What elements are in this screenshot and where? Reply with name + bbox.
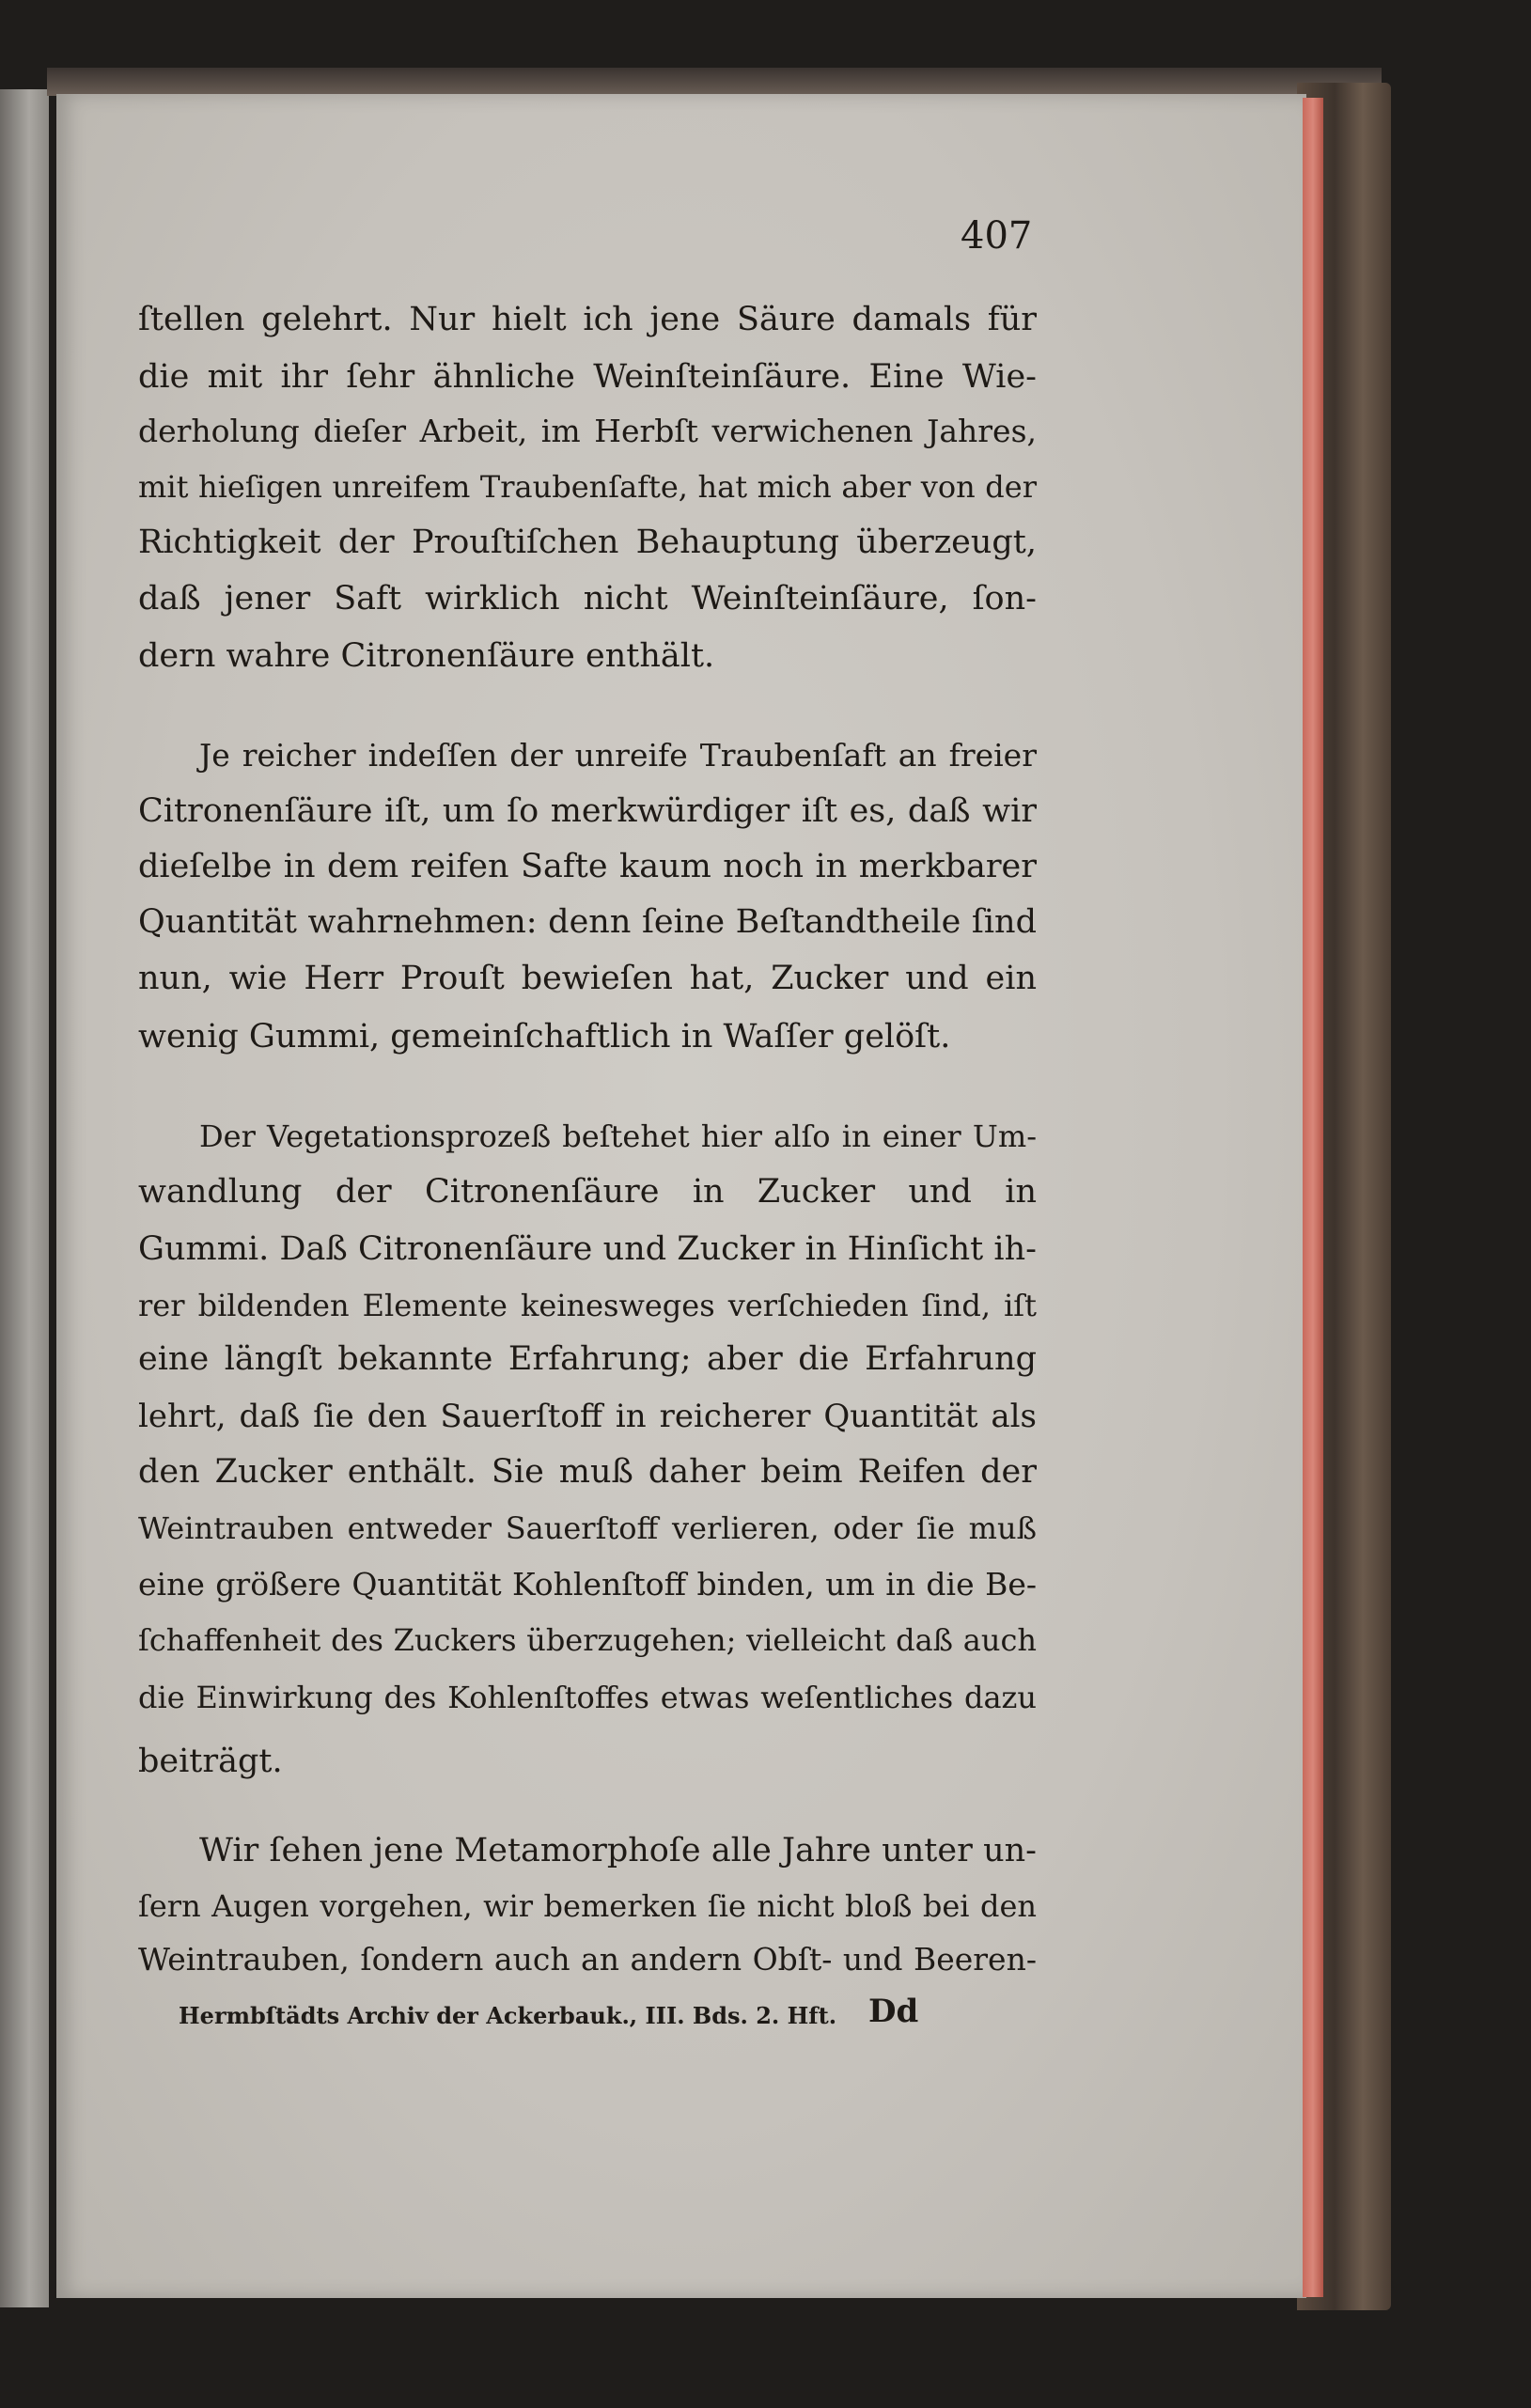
text-line: ſern Augen vorgehen, wir bemerken ſie nicht bloß bei den bbox=[138, 1888, 1037, 1924]
text-line: Wir ſehen jene Metamorphoſe alle Jahre unter un- bbox=[199, 1832, 1037, 1869]
text-line: dieſelbe in dem reifen Safte kaum noch in merkbarer bbox=[138, 848, 1037, 885]
text-line: die mit ihr ſehr ähnliche Weinſteinſäure. Eine Wie- bbox=[138, 358, 1037, 396]
printer-signature-mark: Dd bbox=[868, 1993, 919, 2030]
text-line: dern wahre Citronenſäure enthält. bbox=[138, 637, 715, 675]
text-line: Richtigkeit der Prouſtiſchen Behauptung überzeugt, bbox=[138, 524, 1037, 561]
text-line: beiträgt. bbox=[138, 1743, 283, 1780]
red-page-edges bbox=[1303, 98, 1323, 2297]
text-line: Gummi. Daß Citronenſäure und Zucker in Hinſicht ih- bbox=[138, 1230, 1037, 1268]
text-line: wenig Gummi, gemeinſchaftlich in Waſſer gelöſt. bbox=[138, 1018, 951, 1055]
text-line: mit hieſigen unreifem Traubenſafte, hat mich aber von der bbox=[138, 469, 1037, 505]
text-line: eine längſt bekannte Erfahrung; aber die Erfahrung bbox=[138, 1340, 1037, 1378]
text-line: ſtellen gelehrt. Nur hielt ich jene Säure damals für bbox=[138, 301, 1037, 338]
text-line: lehrt, daß ſie den Sauerſtoff in reicherer Quantität als bbox=[138, 1398, 1037, 1435]
text-line: Weintrauben entweder Sauerſtoff verlieren, oder ſie muß bbox=[138, 1510, 1037, 1546]
text-line: nun, wie Herr Prouſt bewieſen hat, Zucker und ein bbox=[138, 960, 1037, 997]
text-line: daß jener Saft wirklich nicht Weinſteinſäure, ſon- bbox=[138, 580, 1037, 618]
text-line: rer bildenden Elemente keinesweges verſchieden ſind, iſt bbox=[138, 1288, 1037, 1323]
page-number: 407 bbox=[961, 214, 1033, 258]
text-line: Je reicher indeſſen der unreife Traubenſaft an freier bbox=[199, 737, 1037, 774]
text-line: Citronenſäure iſt, um ſo merkwürdiger iſt es, daß wir bbox=[138, 792, 1037, 830]
text-line: die Einwirkung des Kohlenſtoffes etwas weſentliches dazu bbox=[138, 1680, 1037, 1715]
footer-signature-line: Hermbſtädts Archiv der Ackerbauk., III. Bds. 2. Hft. bbox=[179, 2002, 837, 2029]
text-line: derholung dieſer Arbeit, im Herbſt verwichenen Jahres, bbox=[138, 413, 1037, 449]
text-line: den Zucker enthält. Sie muß daher beim Reifen der bbox=[138, 1453, 1037, 1491]
book-top-edge bbox=[47, 68, 1382, 96]
text-line: Quantität wahrnehmen: denn ſeine Beſtandtheile ſind bbox=[138, 903, 1037, 941]
text-line: wandlung der Citronenſäure in Zucker und in bbox=[138, 1173, 1037, 1211]
facing-page-edge bbox=[0, 89, 49, 2307]
text-line: eine größere Quantität Kohlenſtoff binden, um in die Be- bbox=[138, 1566, 1037, 1603]
text-line: Der Vegetationsprozeß beſtehet hier alſo in einer Um- bbox=[199, 1118, 1037, 1154]
text-line: ſchaffenheit des Zuckers überzugehen; vielleicht daß auch bbox=[138, 1622, 1037, 1658]
text-line: Weintrauben, ſondern auch an andern Obſt- und Beeren- bbox=[138, 1941, 1037, 1978]
